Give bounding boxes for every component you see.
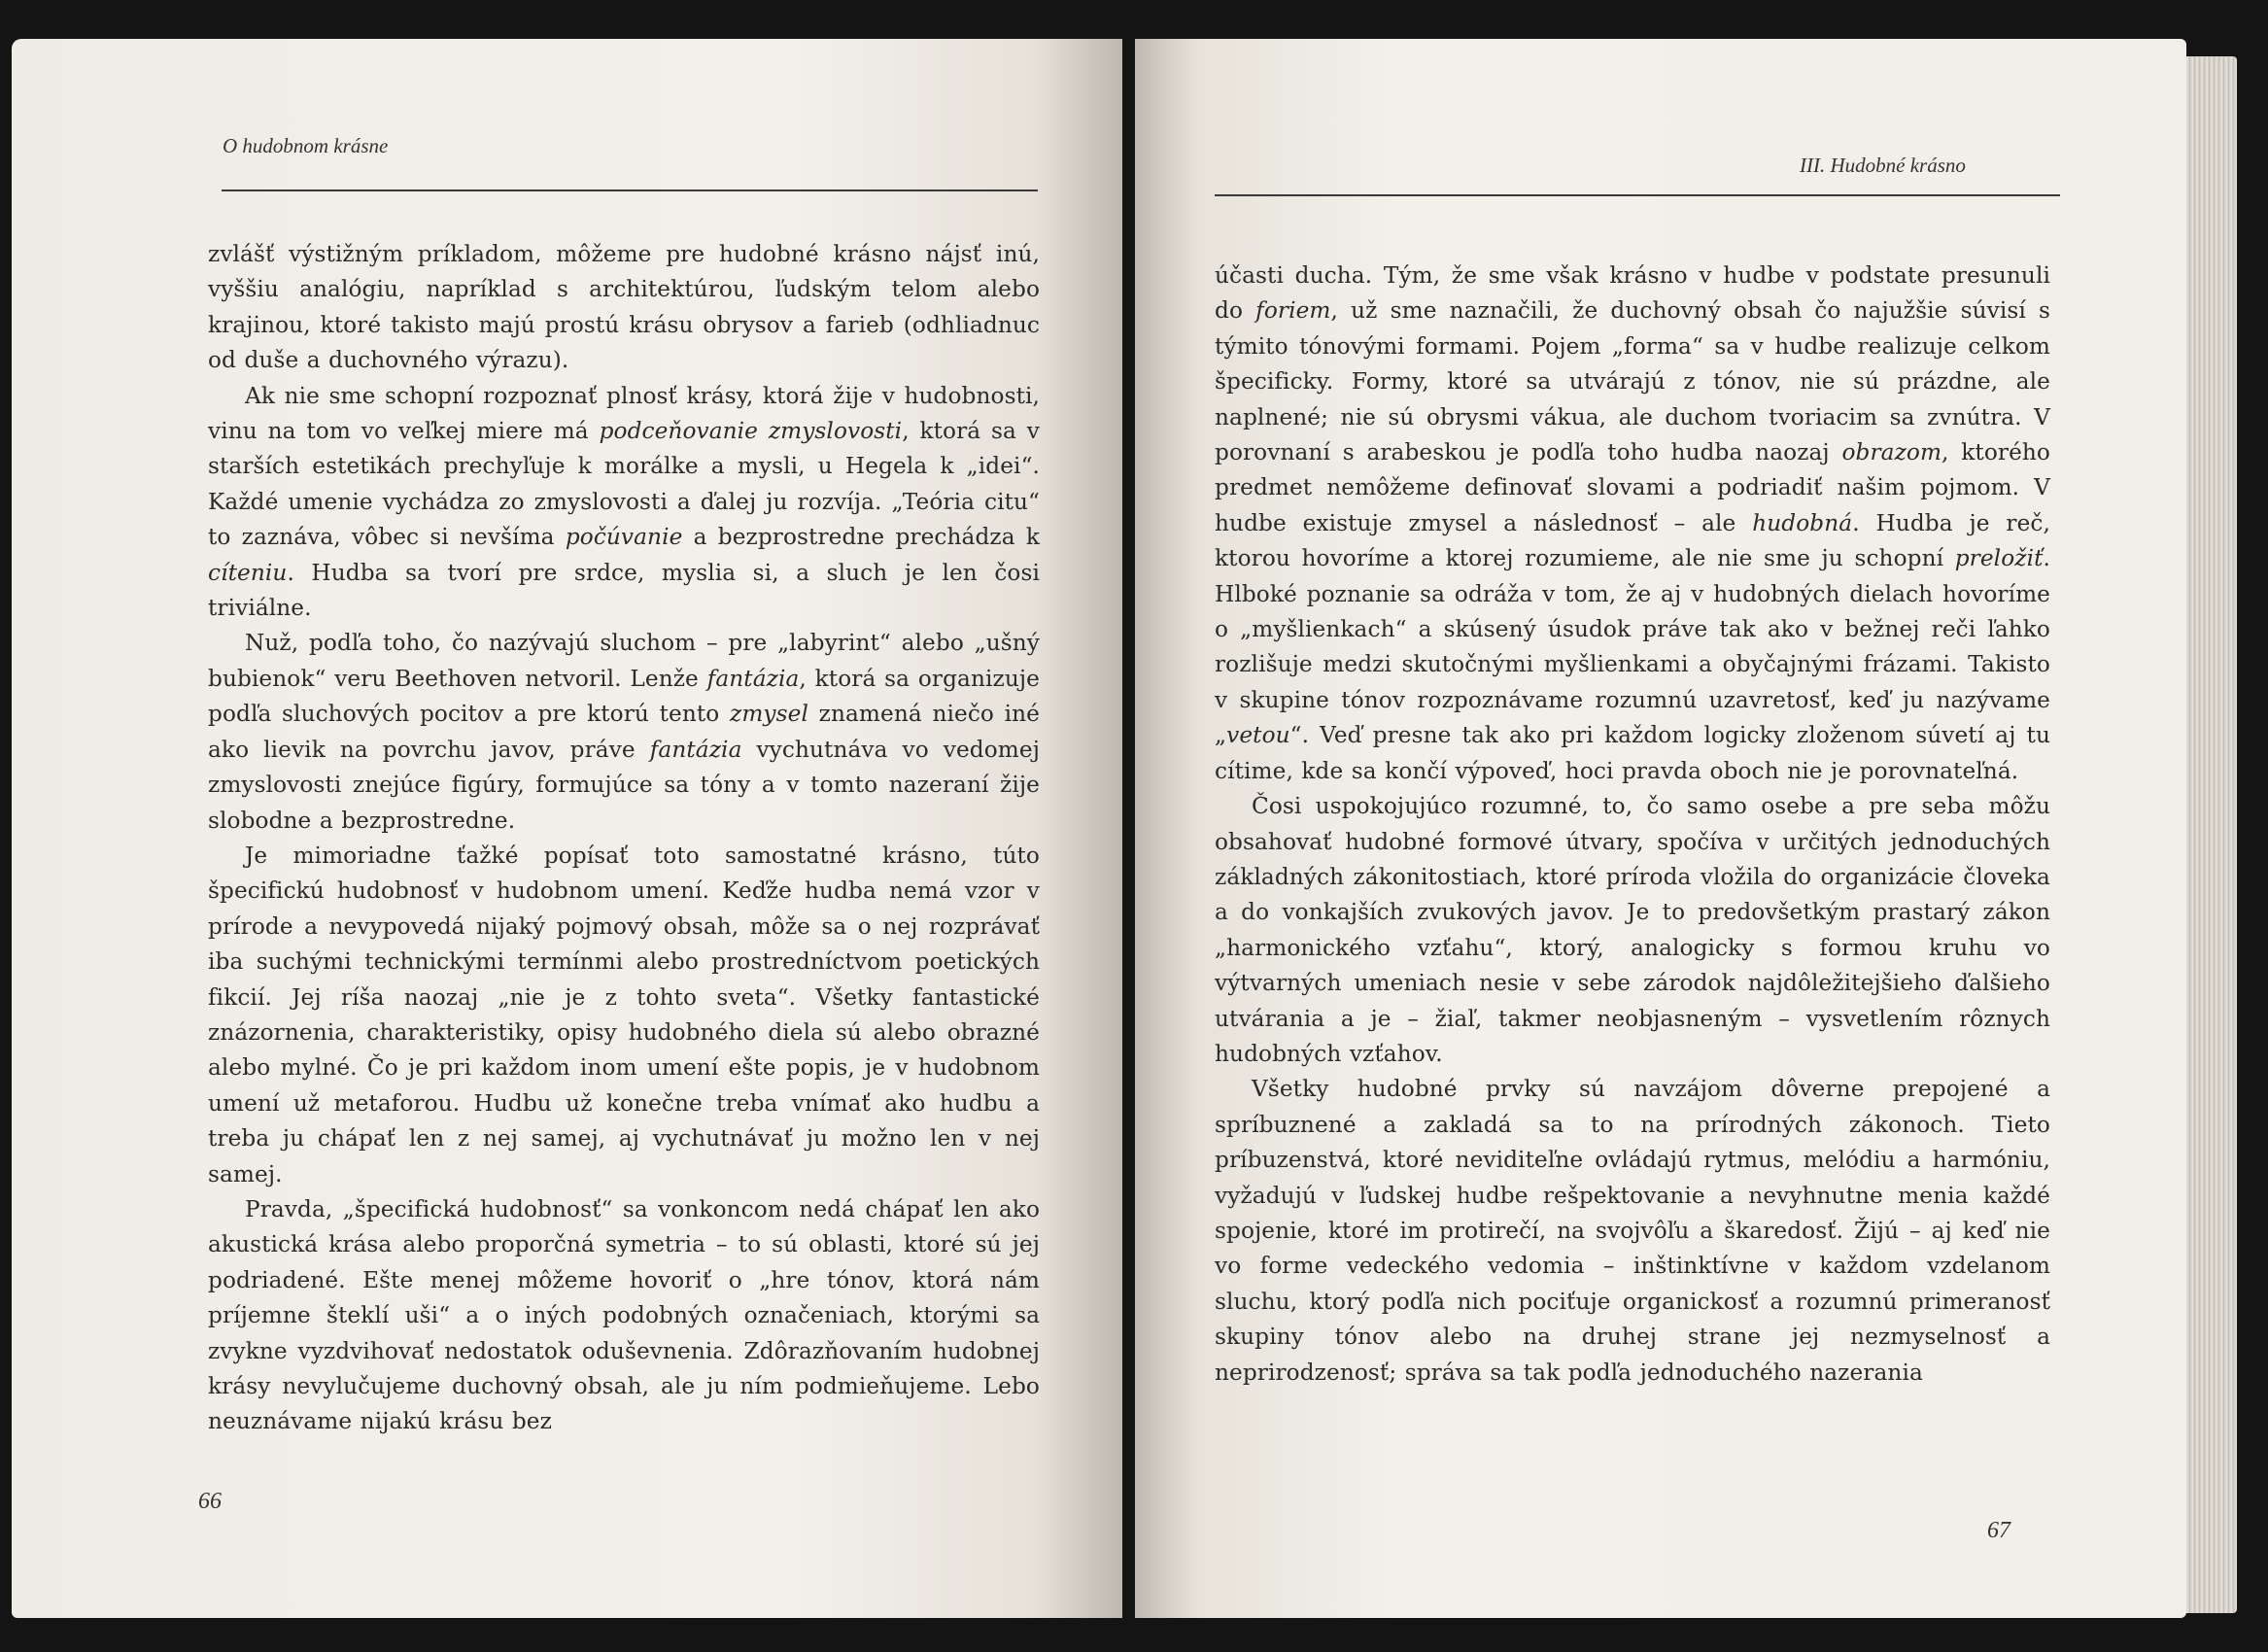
left-running-header: O hudobnom krásne (223, 134, 389, 157)
paragraph (208, 626, 1040, 838)
text-run: znamená niečo iné ako lievik na povrchu javov, práve (208, 701, 1041, 763)
left-page (12, 39, 1122, 1618)
text-run: zvlášť výstižným príkladom, môžeme pre hudobné krásno nájsť inú, vyššiu analógiu, napríklad s architektúrou, ľudským telom alebo krajinou, ktoré takisto majú prostú krásu obrysov a farieb (odhliadnuc od duše a duchovného výrazu). (208, 241, 1040, 374)
paragraph (208, 379, 1040, 627)
paragraph (1215, 789, 2050, 1072)
right-body-text (1215, 258, 2050, 1391)
left-page-number: 66 (198, 1489, 222, 1514)
text-run: Ak nie sme schopní rozpoznať plnosť krásy, ktorá žije v hudobnosti, vinu na tom vo veľkej miere má (208, 382, 1040, 445)
paragraph (208, 237, 1040, 379)
paragraph (1215, 258, 2050, 789)
text-run: Nuž, podľa toho, čo nazývajú sluchom – pre „labyrint“ alebo „ušný bubienok“ veru Beethoven netvoril. Lenže (208, 630, 1040, 692)
right-header-rule (1215, 194, 2060, 196)
text-run: Je mimoriadne ťažké popísať toto samostatné krásno, túto špecifickú hudobnosť v hudobnom umení. Keďže hudba nemá vzor v prírode a nevypovedá nijaký pojmový obsah, môže sa o nej rozprávať iba suchými technickými termínmi alebo prostredníctvom poetických fikcií. Jej ríša naozaj „nie je z tohto sveta“. Všetky fantastické znázornenia, charakteristiky, opisy hudobného diela sú alebo obrazné alebo mylné. Čo je pri každom inom umení ešte popis, je v hudobnom umení už metaforou. Hudbu už konečne treba vnímať ako hudbu a treba ju chápať len z nej samej, aj vychutnávať ju možno len v nej samej. (208, 842, 1040, 1187)
text-run: , už sme naznačili, že duchovný obsah čo najužšie súvisí s týmito tónovými formami. Pojem „forma“ sa v hudbe realizuje celkom špecificky. Formy, ktoré sa utvárajú z tónov, nie sú prázdne, ale naplnené; nie sú obrysmi vákua, ale duchom tvoriacim sa zvnútra. V porovnaní s arabeskou je podľa toho hudba naozaj (1215, 297, 2050, 466)
paragraph (208, 839, 1040, 1192)
emphasis-text: zmysel (730, 701, 808, 728)
emphasis-text: počúvanie (565, 524, 683, 551)
left-body-text (208, 237, 1040, 1440)
emphasis-text: preložiť (1954, 545, 2044, 572)
emphasis-text: podceňovanie zmyslovosti (599, 418, 903, 445)
paragraph (1215, 1072, 2050, 1391)
left-header-rule (222, 189, 1038, 191)
right-running-header: III. Hudobné krásno (1800, 154, 1966, 177)
emphasis-text: foriem (1255, 297, 1331, 325)
text-run: , ktorá sa organizuje podľa sluchových pocitov a pre ktorú tento (208, 665, 1040, 728)
emphasis-text: hudobná (1752, 509, 1853, 536)
text-run: . Hlboké poznanie sa odráža v tom, že aj v hudobných dielach hovoríme o „myšlienkach“ a skúsený úsudok práve tak ako v bežnej reči ľahko rozlišuje medzi skutočnými myšlienkami a obyčajnými frázami. Takisto v skupine tónov rozpoznávame rozumnú uzavretosť, keď ju nazývame „ (1215, 545, 2050, 749)
paragraph (208, 1192, 1040, 1440)
text-run: Čosi uspokojujúco rozumné, to, čo samo osebe a pre seba môžu obsahovať hudobné formové útvary, spočíva v určitých jednoduchých základných zákonitostiach, ktoré príroda vložila do organizácie človeka a do vonkajších zvukových javov. Je to predovšetkým prastarý zákon „harmonického vzťahu“, ktorý, analogicky s formou kruhu vo výtvarných umeniach nesie v sebe zárodok najdôležitejšieho ďalšieho utvárania a je – žiaľ, takmer neobjasneným – vysvetlením rôznych hudobných vzťahov. (1215, 793, 2050, 1067)
emphasis-text: cíteniu (208, 559, 288, 586)
emphasis-text: vetou (1226, 722, 1290, 749)
text-run: . Hudba sa tvorí pre srdce, myslia si, a sluch je len čosi triviálne. (208, 559, 1040, 622)
text-run: účasti ducha. Tým, že sme však krásno v hudbe v podstate presunuli do (1215, 262, 2050, 325)
right-page (1135, 39, 2186, 1618)
emphasis-text: obrazom (1841, 439, 1942, 466)
text-run: . Hudba je reč, ktorou hovoríme a ktorej rozumieme, ale nie sme ju schopní (1215, 509, 2050, 572)
text-run: “. Veď presne tak ako pri každom logicky zloženom súvetí aj tu cítime, kde sa končí výpoveď, hoci pravda oboch nie je porovnateľná. (1215, 722, 2050, 784)
emphasis-text: fantázia (649, 736, 742, 763)
text-run: , ktorá sa v starších estetikách prechyľuje k morálke a mysli, u Hegela k „idei“. Každé umenie vychádza zo zmyslovosti a ďalej ju rozvíja. „Teória citu“ to zaznáva, vôbec si nevšíma (208, 418, 1040, 551)
text-run: Pravda, „špecifická hudobnosť“ sa vonkoncom nedá chápať len ako akustická krása alebo proporčná symetria – to sú oblasti, ktoré sú jej podriadené. Ešte menej môžeme hovoriť o „hre tónov, ktorá nám príjemne šteklí uši“ a o iných podobných označeniach, ktorými sa zvykne vyzdvihovať nedostatok oduševnenia. Zdôrazňovaním hudobnej krásy nevylučujeme duchovný obsah, ale ju ním podmieňujeme. Lebo neuznávame nijakú krásu bez (208, 1195, 1040, 1435)
text-run: , ktorého predmet nemôžeme definovať slovami a podriadiť našim pojmom. V hudbe existuje zmysel a následnosť – ale (1215, 439, 2050, 536)
text-run: vychutnáva vo vedomej zmyslovosti znejúce figúry, formujúce sa tóny a v tomto nazeraní žije slobodne a bezprostredne. (208, 736, 1040, 834)
text-run: Všetky hudobné prvky sú navzájom dôverne prepojené a spríbuznené a zakladá sa to na prírodných zákonoch. Tieto príbuzenstvá, ktoré neviditeľne ovládajú rytmus, melódiu a harmóniu, vyžadujú v ľudskej hudbe rešpektovanie a nevyhnutne menia každé spojenie, ktoré im protirečí, na svojvôľu a škaredosť. Žijú – aj keď nie vo forme vedeckého vedomia – inštinktívne v každom vzdelanom sluchu, ktorý podľa nich pociťuje organickosť a rozumnú primeranosť skupiny tónov alebo na druhej strane jej nezmyselnosť a neprirodzenosť; správa sa tak podľa jednoduchého nazerania (1215, 1076, 2050, 1386)
text-run: a bezprostredne prechádza k (682, 524, 1040, 551)
right-page-number: 67 (1987, 1518, 2010, 1543)
emphasis-text: fantázia (706, 665, 800, 692)
